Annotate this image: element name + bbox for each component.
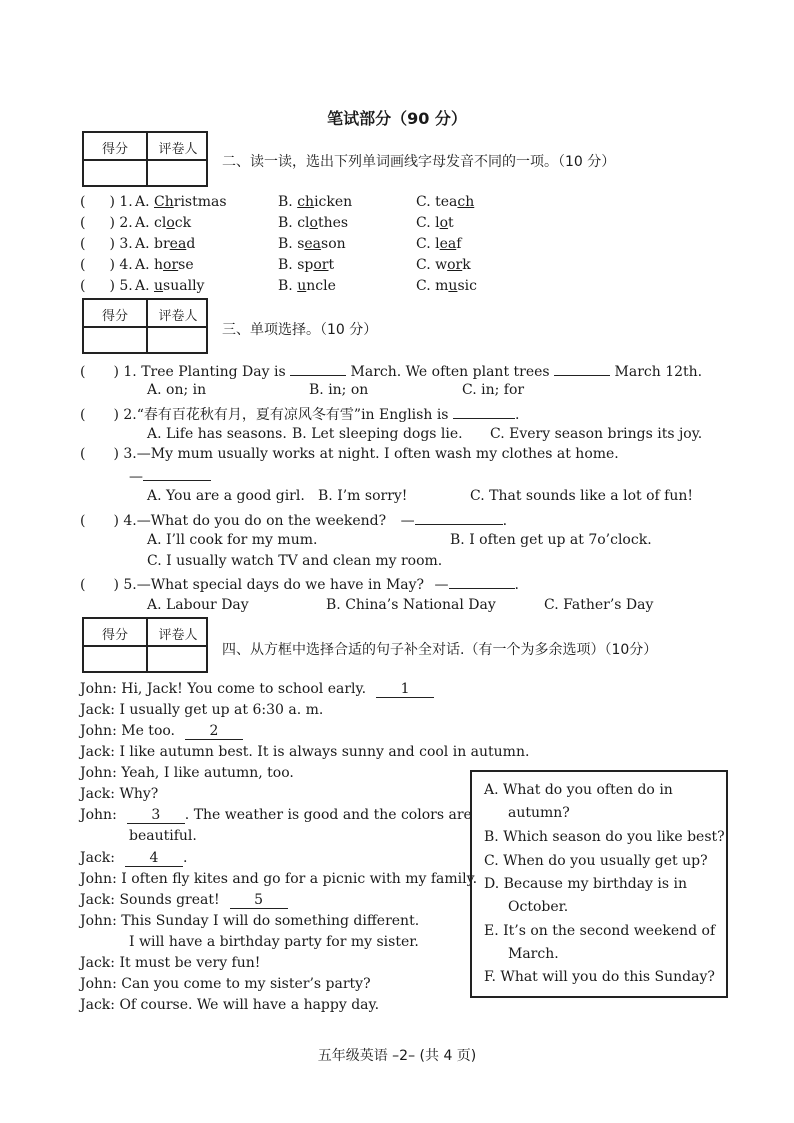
grader-label: 评卷人 bbox=[158, 142, 198, 157]
section2-question: ( ) 4. A. horse B. sport C. work bbox=[80, 257, 471, 273]
option-a: A. clock bbox=[135, 215, 192, 231]
q3-2-opt-c: C. Every season brings its joy. bbox=[490, 426, 703, 442]
section2-question: ( ) 3. A. bread B. season C. leaf bbox=[80, 236, 462, 252]
dialogue-line: John: Hi, Jack! You come to school early. 1 bbox=[80, 681, 434, 698]
score-label: 得分 bbox=[101, 309, 128, 324]
q3-3-opt-a: A. You are a good girl. bbox=[147, 488, 305, 504]
q3-3-stem: ( ) 3.—My mum usually works at night. I often wash my clothes at home. bbox=[80, 446, 619, 462]
option-b: B. sport bbox=[278, 257, 335, 273]
option-c: C. teach bbox=[416, 194, 475, 210]
section3-title: 三、单项选择。（10 分） bbox=[222, 322, 378, 338]
option-b: B. uncle bbox=[278, 278, 336, 294]
section2-title: 二、读一读，选出下列单词画线字母发音不同的一项。（10 分） bbox=[222, 154, 616, 170]
q3-5-stem: ( ) 5.—What special days do we have in May? — . bbox=[80, 574, 519, 593]
dialogue-line: John: Can you come to my sister’s party? bbox=[80, 976, 371, 992]
dialogue-line: Jack: 4 . bbox=[80, 850, 188, 866]
dialogue-line-cont: I will have a birthday party for my sister. bbox=[129, 934, 419, 950]
q3-1-stem: ( ) 1. Tree Planting Day is March. We often plant trees March 12th. bbox=[80, 361, 702, 380]
dialogue-line: John: I often fly kites and go for a picnic with my family. bbox=[80, 871, 478, 887]
score-box-section4 bbox=[82, 617, 208, 673]
page-title: 笔试部分（90 分） bbox=[327, 109, 467, 128]
option-a: A. usually bbox=[135, 278, 205, 294]
q3-3-opt-c: C. That sounds like a lot of fun! bbox=[470, 488, 693, 504]
grader-label: 评卷人 bbox=[158, 309, 198, 324]
option-b: B. clothes bbox=[278, 215, 349, 231]
q3-1-opt-c: C. in; for bbox=[462, 382, 525, 398]
section4-title: 四、从方框中选择合适的句子补全对话.（有一个为多余选项）（10分） bbox=[222, 642, 658, 658]
q3-3-opt-b: B. I’m sorry! bbox=[318, 488, 408, 504]
q3-5-opt-c: C. Father’s Day bbox=[544, 597, 654, 613]
q3-4-stem: ( ) 4.—What do you do on the weekend? — . bbox=[80, 510, 507, 529]
answer-blank: 4 bbox=[125, 850, 183, 867]
answer-blank: 2 bbox=[185, 723, 243, 740]
option-a: A. horse bbox=[135, 257, 194, 273]
section2-question: ( ) 5. A. usually B. uncle C. music bbox=[80, 278, 477, 294]
dialogue-line: Jack: I usually get up at 6:30 a. m. bbox=[80, 702, 324, 718]
option-item: A. What do you often do in bbox=[484, 782, 673, 798]
q3-3-answer-line: — bbox=[129, 466, 211, 485]
option-item: F. What will you do this Sunday? bbox=[484, 969, 715, 985]
q3-2-opt-a: A. Life has seasons. bbox=[147, 426, 287, 442]
options-box bbox=[470, 770, 728, 998]
score-label: 得分 bbox=[101, 628, 128, 643]
section2-question: ( ) 1. A. Christmas B. chicken C. teach bbox=[80, 194, 475, 210]
dialogue-line: Jack: Of course. We will have a happy day. bbox=[80, 997, 380, 1013]
score-box-section3 bbox=[82, 298, 208, 354]
dialogue-line: Jack: Sounds great! 5 bbox=[80, 892, 288, 909]
section2-question: ( ) 2. A. clock B. clothes C. lot bbox=[80, 215, 454, 231]
option-c: C. music bbox=[416, 278, 477, 294]
score-label: 得分 bbox=[101, 142, 128, 157]
option-item-cont: autumn? bbox=[508, 805, 570, 821]
option-a: A. Christmas bbox=[135, 194, 227, 210]
option-item-cont: October. bbox=[508, 899, 569, 915]
dialogue-line: John: Yeah, I like autumn, too. bbox=[80, 765, 294, 781]
dialogue-line: John: This Sunday I will do something different. bbox=[80, 913, 420, 929]
dialogue-line: Jack: I like autumn best. It is always sunny and cool in autumn. bbox=[80, 744, 530, 760]
option-item: C. When do you usually get up? bbox=[484, 853, 708, 869]
option-c: C. leaf bbox=[416, 236, 462, 252]
q3-2-opt-b: B. Let sleeping dogs lie. bbox=[292, 426, 463, 442]
answer-blank: 5 bbox=[230, 892, 288, 909]
option-a: A. bread bbox=[135, 236, 196, 252]
q3-1-opt-b: B. in; on bbox=[309, 382, 369, 398]
dialogue-line: Jack: Why? bbox=[80, 786, 159, 802]
q3-5-opt-a: A. Labour Day bbox=[147, 597, 249, 613]
option-b: B. chicken bbox=[278, 194, 353, 210]
option-c: C. lot bbox=[416, 215, 454, 231]
page-footer: 五年级英语 –2– (共 4 页) bbox=[317, 1048, 477, 1064]
option-item: D. Because my birthday is in bbox=[484, 876, 688, 892]
q3-4-opt-c: C. I usually watch TV and clean my room. bbox=[147, 553, 443, 569]
q3-1-opt-a: A. on; in bbox=[147, 382, 207, 398]
option-item: B. Which season do you like best? bbox=[484, 829, 725, 845]
dialogue-line: John: Me too. 2 bbox=[80, 723, 243, 740]
dialogue-line: John: 3 . The weather is good and the colors are bbox=[80, 807, 472, 823]
q3-5-opt-b: B. China’s National Day bbox=[326, 597, 496, 613]
q3-4-opt-b: B. I often get up at 7o’clock. bbox=[450, 532, 652, 548]
grader-label: 评卷人 bbox=[158, 628, 198, 643]
q3-4-opt-a: A. I’ll cook for my mum. bbox=[147, 532, 318, 548]
dialogue-line: Jack: It must be very fun! bbox=[80, 955, 261, 971]
option-item-cont: March. bbox=[508, 946, 559, 962]
option-b: B. season bbox=[278, 236, 346, 252]
score-box-section2 bbox=[82, 131, 208, 187]
option-item: E. It’s on the second weekend of bbox=[484, 923, 716, 939]
dialogue-line-cont: beautiful. bbox=[129, 828, 197, 844]
answer-blank: 3 bbox=[127, 807, 185, 824]
option-c: C. work bbox=[416, 257, 471, 273]
answer-blank: 1 bbox=[376, 681, 434, 698]
q3-2-stem: ( ) 2.“春有百花秋有月，夏有凉风冬有雪”in English is . bbox=[80, 404, 519, 424]
